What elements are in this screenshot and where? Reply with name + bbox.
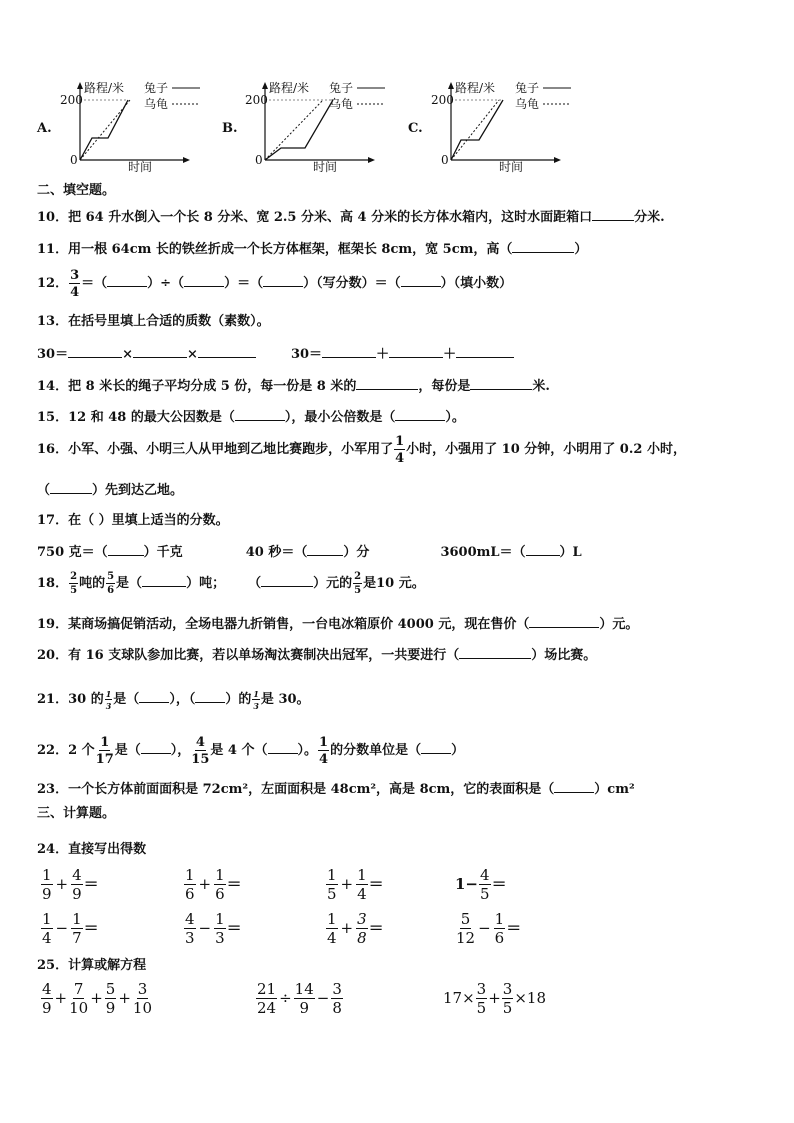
fraction: $\frac{3}{5}$ — [476, 980, 487, 1017]
fraction: $\frac{2}{5}$ — [70, 570, 78, 596]
fraction: $\frac{4}{9}$ — [72, 866, 82, 903]
answer-blank[interactable] — [108, 543, 144, 556]
graph-c — [429, 78, 579, 174]
answer-blank[interactable] — [554, 780, 594, 793]
question-21: 21．30 的 $\frac{1}{3}$ 是（ ），（ ）的 $\frac{1}{3}$ 是 30。 — [37, 688, 310, 711]
fraction: $\frac{1}{6}$ — [185, 866, 195, 903]
quick-calc-item: $\frac{5}{12}$ − $\frac{1}{6}$ ＝ — [456, 910, 522, 947]
fraction: $\frac{1}{7}$ — [72, 910, 82, 947]
answer-blank[interactable] — [395, 408, 445, 421]
answer-blank[interactable] — [68, 345, 122, 358]
graph-b — [243, 78, 393, 174]
answer-blank[interactable] — [529, 615, 599, 628]
graph-b-legend-turtle: 乌龟 — [329, 97, 354, 111]
graph-c-legend-rabbit: 兔子 — [515, 81, 540, 95]
graph-c-xlabel: 时间 — [499, 160, 524, 174]
answer-blank[interactable] — [322, 345, 376, 358]
answer-blank[interactable] — [139, 690, 169, 703]
answer-blank[interactable] — [142, 574, 186, 587]
graph-c-ylabel: 路程/米 — [455, 81, 496, 95]
graph-a-rabbit-line — [80, 100, 128, 160]
question-13-row: 30＝ × × 30＝ ＋ ＋ — [37, 345, 514, 363]
answer-blank[interactable] — [456, 345, 514, 358]
answer-blank[interactable] — [592, 208, 634, 221]
graph-a-turtle-line — [80, 100, 130, 160]
question-24: 24．直接写出得数 — [37, 842, 147, 857]
fraction: $\frac{7}{10}$ — [69, 980, 89, 1017]
fraction: $\frac{1}{6}$ — [215, 866, 225, 903]
graph-a-xlabel: 时间 — [128, 160, 153, 174]
question-11: 11．用一根 64cm 长的铁丝折成一个长方体框架，框架长 8cm，宽 5cm，高（ ） — [37, 242, 588, 257]
fraction: $\frac{5}{6}$ — [107, 570, 115, 596]
quick-calc-item: $\frac{1}{4}$ + $\frac{3}{8}$ ＝ — [327, 910, 384, 947]
fraction: $\frac{1}{3}$ — [105, 688, 112, 711]
answer-blank[interactable] — [198, 345, 256, 358]
quick-calc-item: $\frac{1}{9}$ + $\frac{4}{9}$ ＝ — [42, 866, 99, 903]
quick-calc-item: $\frac{4}{3}$ − $\frac{1}{3}$ ＝ — [185, 910, 242, 947]
graph-b-legend-rabbit: 兔子 — [329, 81, 354, 95]
quick-calc-item: $\frac{1}{5}$ + $\frac{1}{4}$ ＝ — [327, 866, 384, 903]
answer-blank[interactable] — [50, 481, 92, 494]
question-12: 12． $\frac{3}{4}$ ＝（ ）÷（ ）＝（ ）（写分数）＝（ ）（填小数） — [37, 267, 513, 300]
question-17-row: 750 克＝（ ）千克 40 秒＝（ ）分 3600mL＝（ ）L — [37, 545, 582, 560]
fraction: $\frac{4}{3}$ — [185, 910, 195, 947]
graph-b-rabbit-line — [265, 100, 333, 160]
answer-blank[interactable] — [263, 274, 303, 287]
answer-blank[interactable] — [107, 274, 147, 287]
answer-blank[interactable] — [184, 274, 224, 287]
question-13: 13．在括号里填上合适的质数（素数）。 — [37, 314, 270, 329]
fraction: $\frac{5}{12}$ — [456, 910, 476, 947]
answer-blank[interactable] — [459, 646, 531, 659]
option-c-label: C. — [408, 121, 423, 136]
graph-c-origin: 0 — [441, 153, 449, 167]
fraction: $\frac{3}{8}$ — [332, 980, 342, 1017]
graph-c-rabbit-line — [451, 100, 503, 160]
answer-blank[interactable] — [235, 408, 285, 421]
graph-a-legend-rabbit: 兔子 — [144, 81, 169, 95]
graph-a-legend-turtle: 乌龟 — [144, 97, 169, 111]
fraction: $\frac{3}{5}$ — [502, 980, 513, 1017]
answer-blank[interactable] — [195, 690, 225, 703]
fraction: $\frac{3}{8}$ — [357, 910, 367, 947]
graph-b-xlabel: 时间 — [313, 160, 338, 174]
expression-1: $\frac{4}{9}$ + $\frac{7}{10}$ + $\frac{5}{9}$ + $\frac{3}{10}$ — [42, 980, 153, 1017]
question-20: 20．有 16 支球队参加比赛，若以单场淘汰赛制决出冠军，一共要进行（ ）场比赛。 — [37, 648, 597, 663]
answer-blank[interactable] — [401, 274, 441, 287]
question-25: 25．计算或解方程 — [37, 958, 147, 973]
fraction: $\frac{1}{3}$ — [253, 688, 259, 711]
question-22: 22．2 个 $\frac{1}{17}$ 是（ ）， $\frac{4}{15}$ 是 4 个（ ）。 $\frac{1}{4}$ 的分数单位是（ ） — [37, 734, 465, 767]
fraction: $\frac{21}{24}$ — [257, 980, 277, 1017]
answer-blank[interactable] — [389, 345, 443, 358]
graph-b-ylabel: 路程/米 — [269, 81, 310, 95]
question-18: 18． $\frac{2}{5}$ 吨的 $\frac{5}{6}$ 是（ ）吨； （ ）元的 $\frac{2}{5}$ 是10 元。 — [37, 570, 425, 596]
fraction: $\frac{3}{10}$ — [132, 980, 153, 1017]
answer-blank[interactable] — [307, 543, 343, 556]
graph-a-origin: 0 — [70, 153, 78, 167]
graph-c-y200: 200 — [431, 93, 454, 107]
question-14: 14．把 8 米长的绳子平均分成 5 份，每一份是 8 米的 ，每份是 米. — [37, 379, 550, 394]
fraction: $\frac{1}{9}$ — [42, 866, 52, 903]
fraction: $\frac{4}{9}$ — [42, 980, 52, 1017]
fraction: $\frac{1}{4}$ — [42, 910, 52, 947]
quick-calc-item: $\frac{1}{6}$ + $\frac{1}{6}$ ＝ — [185, 866, 242, 903]
answer-blank[interactable] — [268, 741, 298, 754]
answer-blank[interactable] — [526, 543, 560, 556]
question-23: 23．一个长方体前面面积是 72cm²，左面面积是 48cm²，高是 8cm，它的表面积是（ ）cm² — [37, 782, 635, 797]
graph-a-ylabel: 路程/米 — [84, 81, 125, 95]
answer-blank[interactable] — [141, 741, 171, 754]
expression-2: $\frac{21}{24}$ ÷ $\frac{14}{9}$ − $\frac{3}{8}$ — [257, 980, 342, 1017]
fraction: $\frac{14}{9}$ — [294, 980, 314, 1017]
fraction: $\frac{5}{9}$ — [105, 980, 116, 1017]
graph-a-y200: 200 — [60, 93, 83, 107]
answer-blank[interactable] — [470, 377, 532, 390]
graph-c-legend-turtle: 乌龟 — [515, 97, 540, 111]
fraction: $\frac{2}{5}$ — [354, 570, 362, 596]
fraction: $\frac{1}{4}$ — [327, 910, 337, 947]
fraction: $\frac{1}{17}$ — [95, 734, 114, 767]
fraction: $\frac{1}{4}$ — [319, 734, 329, 767]
fraction: $\frac{4}{15}$ — [191, 734, 210, 767]
question-16-cont: （ ）先到达乙地。 — [37, 483, 184, 498]
graph-b-origin: 0 — [255, 153, 263, 167]
answer-blank[interactable] — [261, 574, 313, 587]
fraction: $\frac{1}{3}$ — [215, 910, 225, 947]
graph-c-turtle-line — [451, 100, 499, 160]
section-3-heading: 三、计算题。 — [37, 806, 116, 821]
fraction: $\frac{1}{4}$ — [395, 433, 405, 466]
fraction: $\frac{3}{4}$ — [70, 267, 80, 300]
fraction: $\frac{1}{5}$ — [327, 866, 337, 903]
fraction: $\frac{4}{5}$ — [480, 866, 490, 903]
question-17: 17．在（ ）里填上适当的分数。 — [37, 513, 229, 528]
fraction: $\frac{1}{4}$ — [357, 866, 367, 903]
graph-b-turtle-line — [265, 100, 323, 160]
question-15: 15．12 和 48 的最大公因数是（ ），最小公倍数是（ ）。 — [37, 410, 465, 425]
option-b-label: B. — [222, 121, 238, 136]
answer-blank[interactable] — [512, 240, 574, 253]
answer-blank[interactable] — [356, 377, 418, 390]
answer-blank[interactable] — [133, 345, 187, 358]
quick-calc-item: $\frac{1}{4}$ − $\frac{1}{7}$ ＝ — [42, 910, 99, 947]
question-10: 10．把 64 升水倒入一个长 8 分米、宽 2.5 分米、高 4 分米的长方体水箱内，这时水面距箱口 分米. — [37, 210, 665, 225]
graph-a — [58, 78, 208, 174]
graph-b-y200: 200 — [245, 93, 268, 107]
option-a-label: A. — [37, 121, 52, 136]
section-2-heading: 二、填空题。 — [37, 183, 116, 198]
question-16: 16．小军、小强、小明三人从甲地到乙地比赛跑步，小军用了 $\frac{1}{4}$ 小时，小强用了 10 分钟，小明用了 0.2 小时， — [37, 433, 686, 466]
question-19: 19．某商场搞促销活动，全场电器九折销售，一台电冰箱原价 4000 元，现在售价（ ）元。 — [37, 617, 639, 632]
answer-blank[interactable] — [421, 741, 451, 754]
fraction: $\frac{1}{6}$ — [494, 910, 505, 947]
expression-3: 17× $\frac{3}{5}$ + $\frac{3}{5}$ ×18 — [443, 980, 546, 1017]
quick-calc-item: 1− $\frac{4}{5}$ ＝ — [455, 866, 507, 903]
